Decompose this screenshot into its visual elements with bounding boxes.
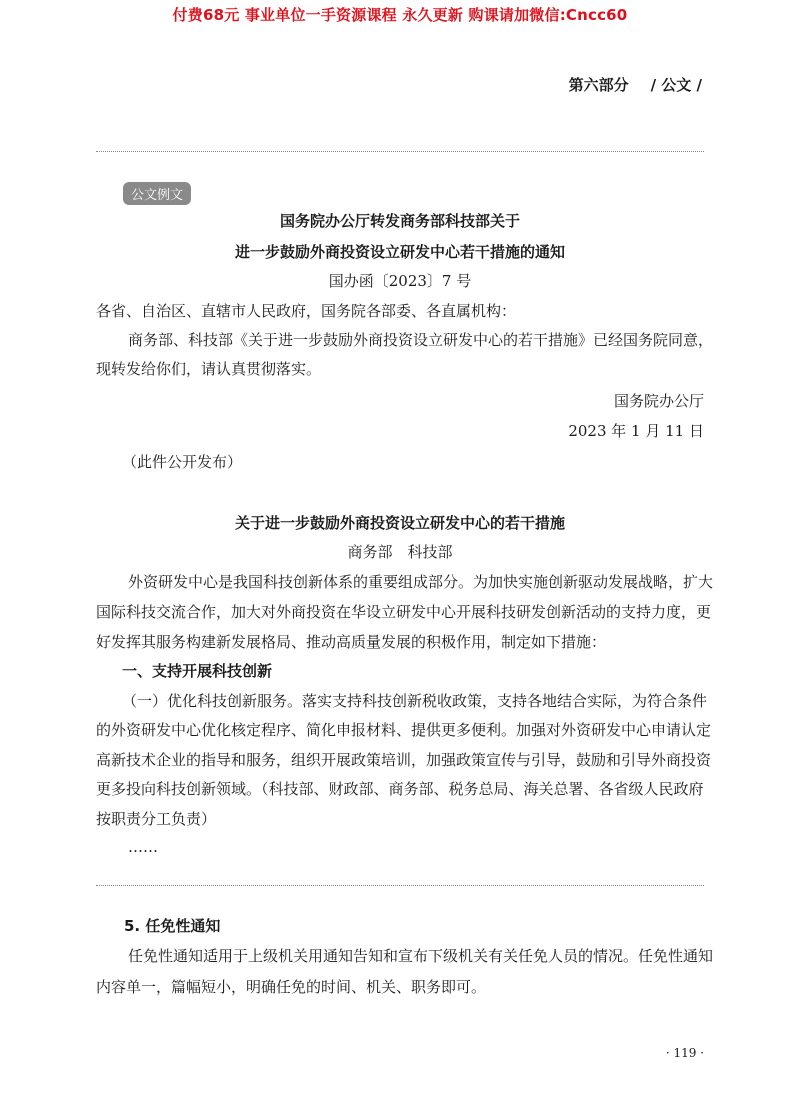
- item1-line1: （一）优化科技创新服务。落实支持科技创新税收政策，支持各地结合实际，为符合条件: [122, 692, 708, 710]
- header-part: 第六部分: [568, 76, 629, 94]
- measures-title: 关于进一步鼓励外商投资设立研发中心的若干措施: [234, 514, 565, 532]
- example-badge: 公文例文: [123, 182, 191, 205]
- measures-intro-line2: 国际科技交流合作，加大对外商投资在华设立研发中心开展科技研发创新活动的支持力度，更: [96, 603, 712, 621]
- notice-title-line2: 进一步鼓励外商投资设立研发中心若干措施的通知: [234, 243, 565, 261]
- measures-intro-line3: 好发挥其服务构建新发展格局、推动高质量发展的积极作用，制定如下措施：: [96, 633, 607, 651]
- measures-ellipsis: ……: [128, 838, 158, 856]
- top-divider: [96, 151, 704, 152]
- notice-body-line2: 现转发给你们，请认真贯彻落实。: [96, 360, 322, 378]
- page-number: · 119 ·: [665, 1046, 704, 1060]
- item1-line3: 高新技术企业的指导和服务，组织开展政策培训，加强政策宣传与引导，鼓励和引导外商投资: [96, 751, 712, 769]
- notice-recipients: 各省、自治区、直辖市人民政府，国务院各部委、各直属机构：: [96, 302, 517, 320]
- section5-line1: 任免性通知适用于上级机关用通知告知和宣布下级机关有关任免人员的情况。任免性通知: [128, 947, 714, 965]
- section5-heading: 5. 任免性通知: [124, 917, 221, 935]
- notice-body-line1: 商务部、科技部《关于进一步鼓励外商投资设立研发中心的若干措施》已经国务院同意，: [128, 331, 714, 349]
- section1-heading: 一、支持开展科技创新: [122, 662, 273, 680]
- measures-intro-line1: 外资研发中心是我国科技创新体系的重要组成部分。为加快实施创新驱动发展战略，扩大: [128, 573, 714, 591]
- measures-departments: 商务部 科技部: [347, 543, 453, 561]
- section5-line2: 内容单一，篇幅短小，明确任免的时间、机关、职务即可。: [96, 978, 487, 996]
- bottom-divider: [96, 885, 704, 886]
- header-section: / 公文 /: [650, 76, 702, 94]
- notice-doc-number: 国办函〔2023〕7 号: [328, 272, 472, 290]
- notice-publish-note: （此件公开发布）: [122, 453, 243, 471]
- item1-line5: 按职责分工负责）: [96, 810, 217, 828]
- notice-title-line1: 国务院办公厅转发商务部科技部关于: [279, 212, 520, 230]
- page-header: [569, 74, 702, 95]
- promo-banner: 付费68元 事业单位一手资源课程 永久更新 购课请加微信:Cncc60: [172, 6, 628, 24]
- item1-line4: 更多投向科技创新领域。（科技部、财政部、商务部、税务总局、海关总署、各省级人民政府: [96, 780, 704, 798]
- notice-issuer: 国务院办公厅: [613, 392, 704, 410]
- notice-date: 2023 年 1 月 11 日: [568, 422, 704, 440]
- item1-line2: 的外资研发中心优化核定程序、简化申报材料、提供更多便利。加强对外资研发中心申请认定: [96, 721, 712, 739]
